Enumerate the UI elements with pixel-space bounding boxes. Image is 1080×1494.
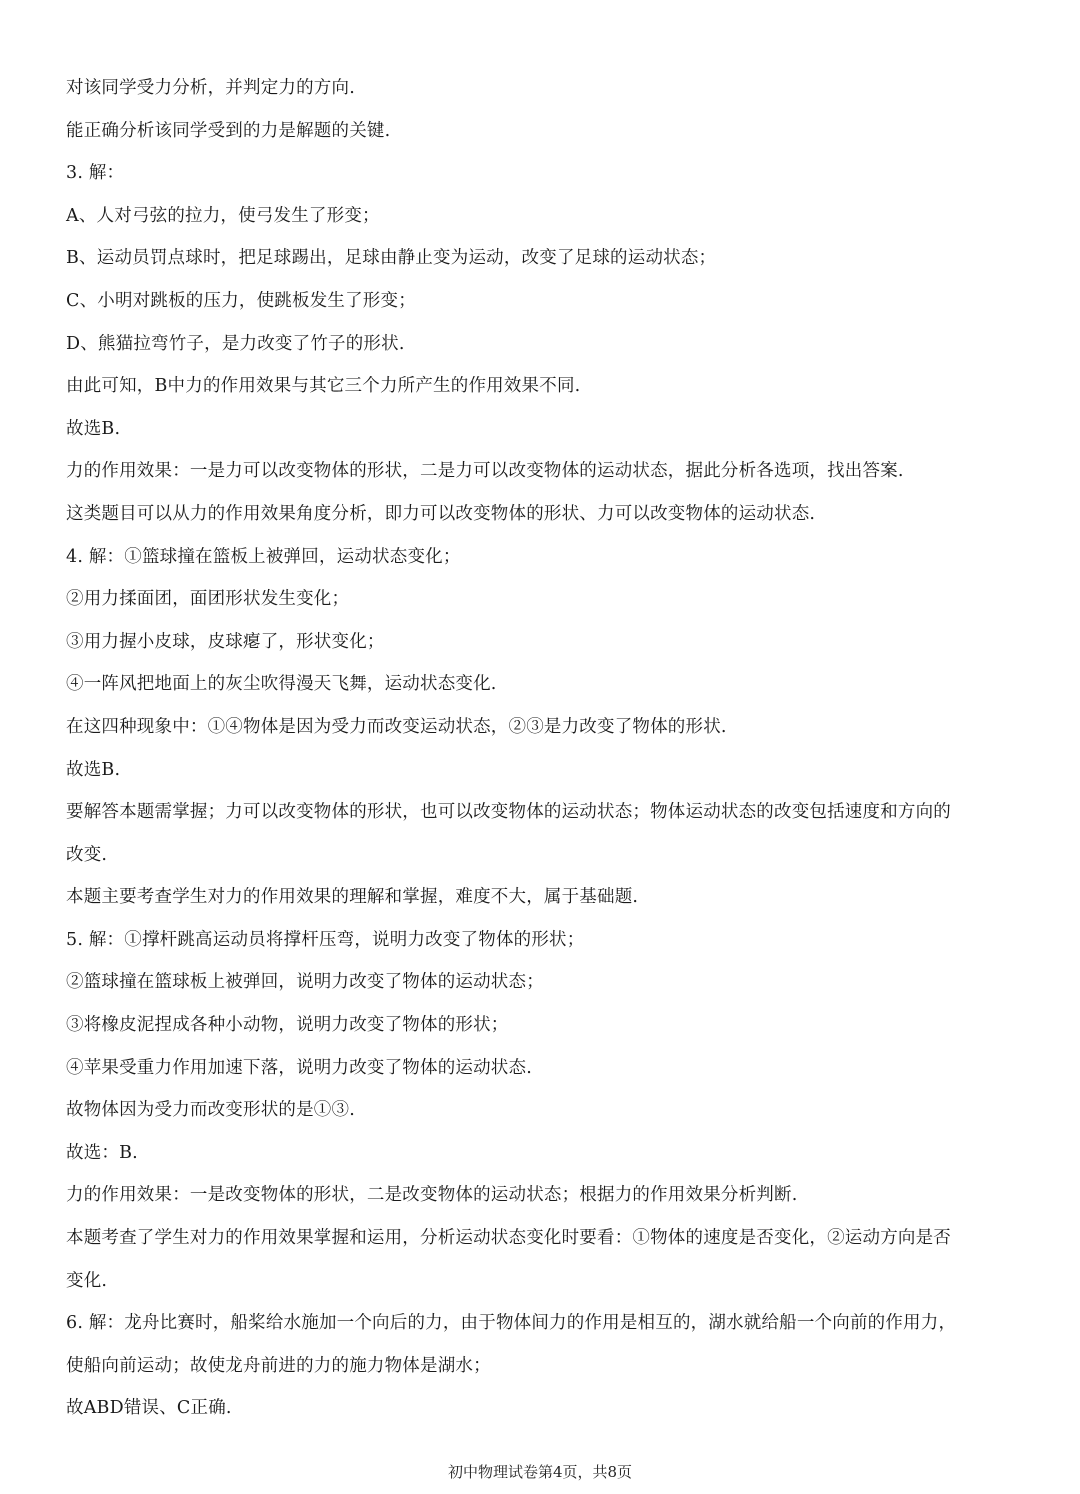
text-line: 要解答本题需掌握；力可以改变物体的形状，也可以改变物体的运动状态；物体运动状态的改变包括速度和方向的 — [66, 802, 951, 823]
text-line: 故选B. — [66, 418, 121, 439]
text-line: 能正确分析该同学受到的力是解题的关键. — [66, 120, 391, 141]
text-line: 改变. — [66, 844, 108, 865]
text-line: 故选：B. — [66, 1142, 138, 1163]
text-line: 5. 解：①撑杆跳高运动员将撑杆压弯，说明力改变了物体的形状； — [66, 929, 585, 950]
text-line: 对该同学受力分析，并判定力的方向. — [66, 78, 355, 98]
text-line: B、运动员罚点球时，把足球踢出，足球由静止变为运动，改变了足球的运动状态； — [66, 248, 717, 269]
text-line: ②用力揉面团，面团形状发生变化； — [66, 589, 350, 610]
text-line: 本题主要考查学生对力的作用效果的理解和掌握，难度不大，属于基础题. — [66, 887, 639, 908]
text-line: C、小明对跳板的压力，使跳板发生了形变； — [66, 290, 416, 311]
text-line: ④苹果受重力作用加速下落，说明力改变了物体的运动状态. — [66, 1057, 532, 1078]
text-line: 由此可知，B中力的作用效果与其它三个力所产生的作用效果不同. — [66, 376, 581, 397]
text-line: 力的作用效果：一是改变物体的形状，二是改变物体的运动状态；根据力的作用效果分析判断. — [66, 1185, 798, 1206]
text-line: 变化. — [66, 1270, 108, 1291]
text-line: ②篮球撞在篮球板上被弹回，说明力改变了物体的运动状态； — [66, 972, 544, 993]
text-line: 在这四种现象中：①④物体是因为受力而改变运动状态，②③是力改变了物体的形状. — [66, 716, 727, 737]
text-line: ③将橡皮泥捏成各种小动物，说明力改变了物体的形状； — [66, 1015, 509, 1036]
text-line: D、熊猫拉弯竹子，是力改变了竹子的形状. — [66, 333, 405, 354]
text-line: 6. 解：龙舟比赛时，船桨给水施加一个向后的力，由于物体间力的作用是相互的，湖水就给船一个向前的作用力， — [66, 1313, 957, 1334]
text-line: 使船向前运动；故使龙舟前进的力的施力物体是湖水； — [66, 1355, 491, 1376]
text-line: 本题考查了学生对力的作用效果掌握和运用，分析运动状态变化时要看：①物体的速度是否变化，②运动方向是否 — [66, 1228, 951, 1249]
text-line: 3. 解： — [66, 163, 125, 184]
answer-text — [66, 74, 1026, 1437]
text-line: ③用力握小皮球，皮球瘪了，形状变化； — [66, 631, 385, 652]
text-line: 故ABD错误、C正确. — [66, 1398, 232, 1419]
text-line: ④一阵风把地面上的灰尘吹得漫天飞舞，运动状态变化. — [66, 674, 497, 695]
text-line: 这类题目可以从力的作用效果角度分析，即力可以改变物体的形状、力可以改变物体的运动状态. — [66, 503, 816, 524]
text-line: A、人对弓弦的拉力，使弓发生了形变； — [66, 205, 380, 226]
page-footer: 初中物理试卷第4页，共8页 — [447, 1463, 633, 1481]
text-line: 故物体因为受力而改变形状的是①③. — [66, 1100, 355, 1121]
text-line: 故选B. — [66, 759, 121, 780]
text-line: 力的作用效果：一是力可以改变物体的形状，二是力可以改变物体的运动状态，据此分析各选项，找出答案. — [66, 461, 904, 482]
text-line: 4. 解：①篮球撞在篮板上被弹回，运动状态变化； — [66, 546, 461, 567]
